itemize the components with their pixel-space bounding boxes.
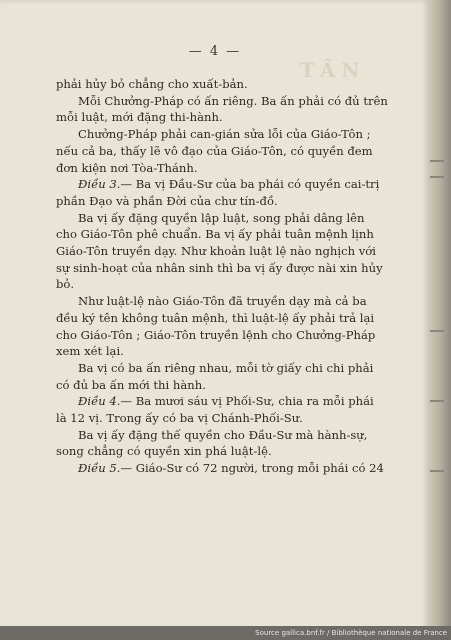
article-label: Điều 3.— [78, 177, 133, 192]
text-line [56, 193, 422, 210]
page-number: — 4 — [188, 44, 242, 59]
line-text: cho Giáo-Tôn ; Giáo-Tôn truyền lệnh cho Chưởng-Pháp [56, 327, 376, 342]
line-text: Chưởng-Pháp phải can-gián sửa lỗi của Giáo-Tôn ; [78, 127, 371, 142]
text-line [56, 410, 422, 427]
text-line [56, 293, 422, 310]
text-line [56, 176, 422, 193]
text-line [56, 126, 422, 143]
text-line [56, 460, 422, 477]
line-text: phần Đạo và phần Đời của chư tín-đồ. [56, 193, 278, 208]
line-text: Ba mươi sáu vị Phối-Sư, chia ra mỗi phái [132, 394, 374, 409]
text-line [56, 427, 422, 444]
edge-mark [430, 400, 444, 402]
line-text: cho Giáo-Tôn phê chuẩn. Ba vị ấy phải tuân mệnh lịnh [56, 227, 374, 242]
line-text: có đủ ba ấn mới thi hành. [56, 377, 206, 392]
edge-mark [430, 160, 444, 162]
line-text: nếu cả ba, thấy lẽ vô đạo của Giáo-Tôn, có quyền đem [56, 143, 373, 158]
line-text: là 12 vị. Trong ấy có ba vị Chánh-Phối-Sư. [56, 411, 303, 426]
text-line [56, 276, 422, 293]
line-text: Như luật-lệ nào Giáo-Tôn đã truyền dạy mà cả ba [78, 294, 367, 309]
text-line [56, 327, 422, 344]
line-text: Ba vị ấy đặng thế quyền cho Đầu-Sư mà hành-sự, [78, 427, 368, 442]
article-label: Điều 5.— [78, 461, 133, 476]
line-text: song chẳng có quyền xin phá luật-lệ. [56, 444, 272, 459]
text-line [56, 443, 422, 460]
text-line [56, 76, 422, 93]
line-text: Ba vị có ba ấn riêng nhau, mỗi tờ giấy chi chi phải [78, 360, 374, 375]
text-line [56, 360, 422, 377]
edge-mark [430, 330, 444, 332]
text-line [56, 160, 422, 177]
line-text: đơn kiện nơi Tòa-Thánh. [56, 160, 198, 175]
line-text: Ba vị ấy đặng quyền lập luật, song phải dâng lên [78, 210, 365, 225]
line-text: xem xét lại. [56, 344, 124, 359]
text-line [56, 393, 422, 410]
text-line [56, 243, 422, 260]
line-text: phải hủy bỏ chẳng cho xuất-bản. [56, 77, 248, 91]
line-text: Giáo-Tôn truyền dạy. Như khoản luật lệ nào nghịch với [56, 244, 376, 259]
line-text: Giáo-Sư có 72 người, trong mỗi phái có 24 [132, 461, 384, 476]
line-text: bỏ. [56, 277, 75, 292]
text-line [56, 343, 422, 360]
line-text: Ba vị Đầu-Sư của ba phái có quyền cai-trị [132, 177, 380, 192]
line-text: mỗi luật, mới đặng thi-hành. [56, 110, 223, 125]
text-line [56, 377, 422, 394]
source-credit: Source gallica.bnf.fr / Bibliothèque nationale de France [0, 626, 451, 640]
article-label: Điều 4.— [78, 394, 133, 409]
text-line [56, 109, 422, 126]
line-text: sự sinh-hoạt của nhân sinh thì ba vị ấy được nài xin hủy [56, 260, 383, 275]
text-line [56, 310, 422, 327]
edge-mark [430, 176, 444, 178]
text-line [56, 226, 422, 243]
line-text: Mỗi Chưởng-Pháp có ấn riêng. Ba ấn phải có đủ trên [78, 93, 388, 108]
line-text: đều ký tên không tuân mệnh, thì luật-lệ ấy phải trả lại [56, 310, 375, 325]
text-line [56, 143, 422, 160]
show-through-text: TÂN [300, 58, 366, 82]
edge-mark [430, 470, 444, 472]
text-line [56, 93, 422, 110]
body-text [56, 76, 422, 477]
text-line [56, 260, 422, 277]
text-line [56, 210, 422, 227]
page-edge [428, 0, 451, 632]
